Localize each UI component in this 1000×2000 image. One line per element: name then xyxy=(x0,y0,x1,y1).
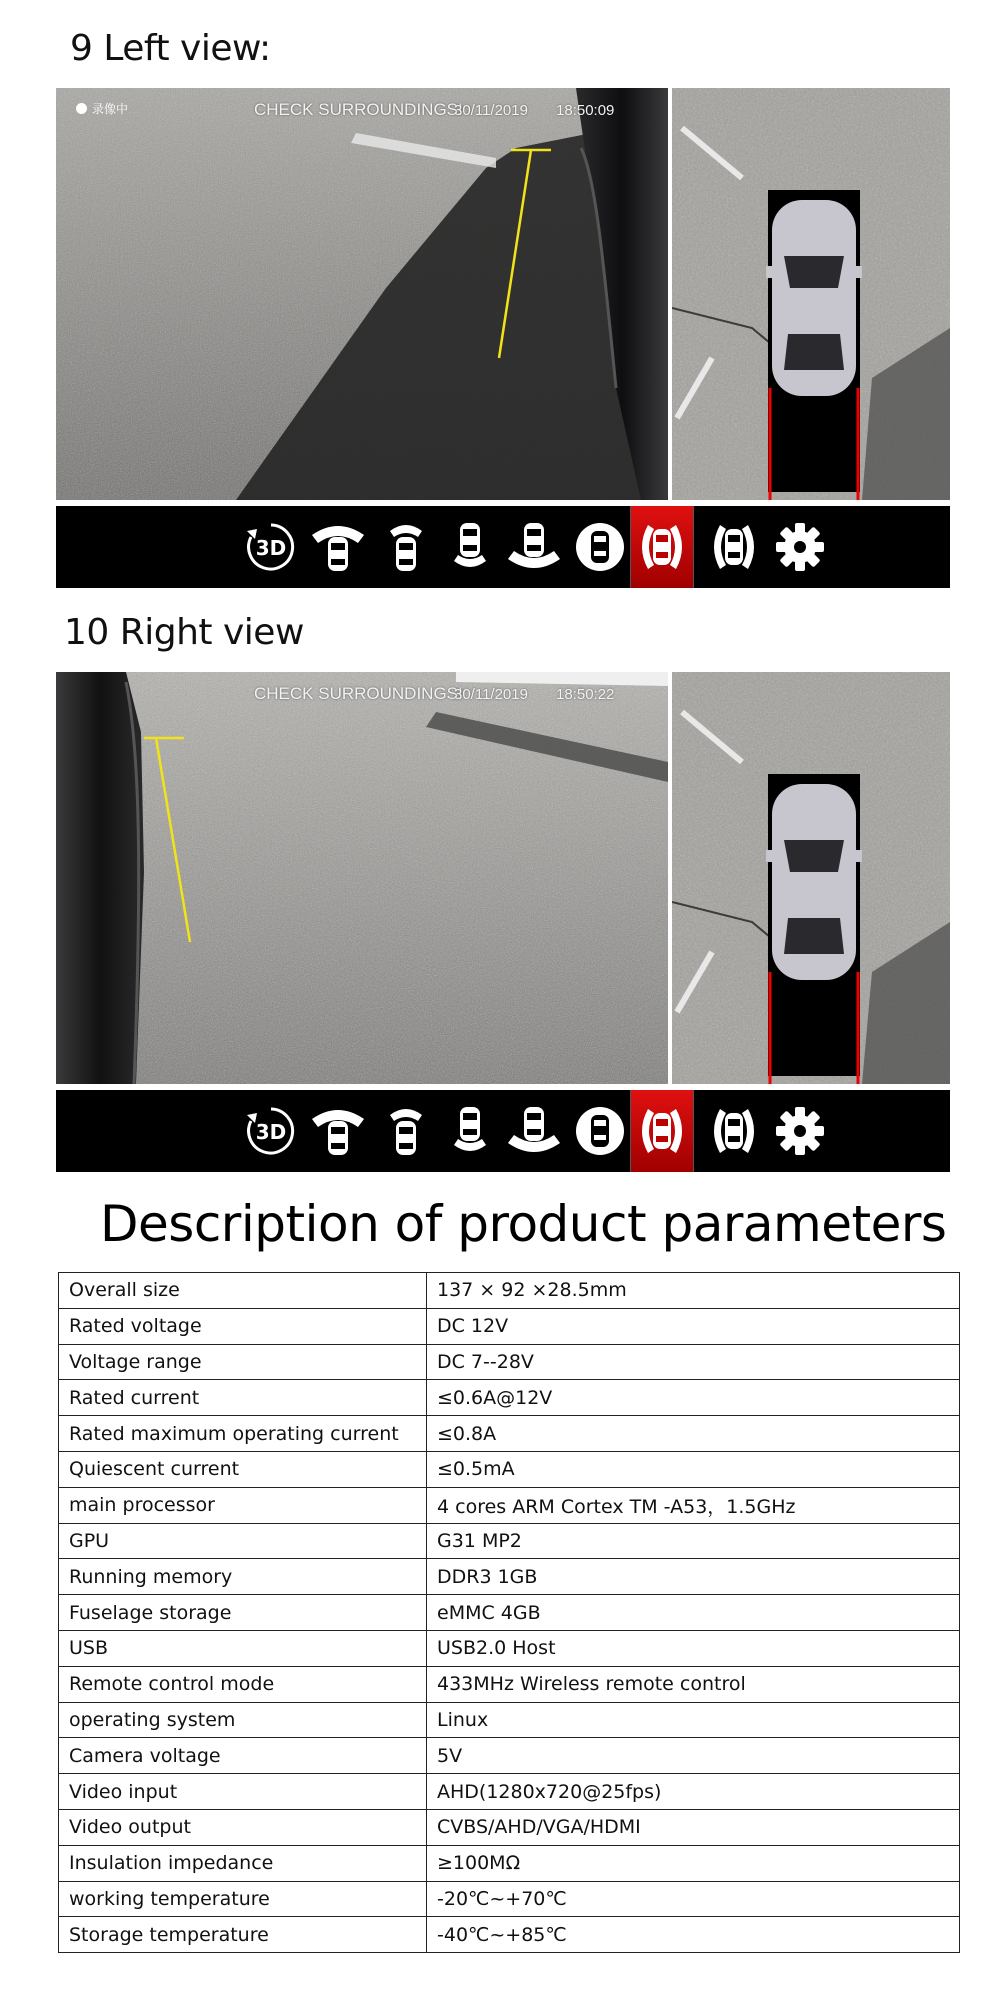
camera-feed-left xyxy=(56,88,668,500)
all-around-view-button[interactable] xyxy=(568,1090,632,1172)
spec-key: Insulation impedance xyxy=(59,1845,427,1881)
front-view-button[interactable] xyxy=(374,1090,438,1172)
all-around-view-button[interactable] xyxy=(568,506,632,588)
rear-view-button[interactable] xyxy=(438,506,502,588)
right-view-panel xyxy=(56,672,950,1172)
table-row xyxy=(59,1344,960,1380)
spec-value: CVBS/AHD/VGA/HDMI xyxy=(427,1809,960,1845)
table-row xyxy=(59,1451,960,1487)
table-row xyxy=(59,1809,960,1845)
left-side-view-button[interactable] xyxy=(630,1090,694,1172)
3d-view-button[interactable] xyxy=(239,506,303,588)
rear-wide-view-button[interactable] xyxy=(502,1090,566,1172)
table-row xyxy=(59,1487,960,1523)
spec-value: -20℃~+70℃ xyxy=(427,1881,960,1917)
front-wide-view-button[interactable] xyxy=(306,506,370,588)
spec-key: main processor xyxy=(59,1487,427,1523)
spec-value: DC 7--28V xyxy=(427,1344,960,1380)
spec-key: Fuselage storage xyxy=(59,1595,427,1631)
date-text: 30/11/2019 xyxy=(454,686,528,703)
warning-text: CHECK SURROUNDINGS! xyxy=(254,100,463,119)
spec-key: Video input xyxy=(59,1774,427,1810)
table-row xyxy=(59,1630,960,1666)
table-row xyxy=(59,1881,960,1917)
table-row xyxy=(59,1523,960,1559)
gear-icon xyxy=(774,521,826,573)
front-view-button[interactable] xyxy=(374,506,438,588)
3d-label: 3D xyxy=(255,536,287,560)
spec-value: Linux xyxy=(427,1702,960,1738)
gear-icon xyxy=(774,1105,826,1157)
spec-value: USB2.0 Host xyxy=(427,1630,960,1666)
spec-key: Rated current xyxy=(59,1380,427,1416)
camera-feed-right xyxy=(56,672,668,1084)
time-text: 18:50:09 xyxy=(556,102,615,119)
spec-key: USB xyxy=(59,1630,427,1666)
spec-value: 5V xyxy=(427,1738,960,1774)
time-text: 18:50:22 xyxy=(556,686,615,703)
table-row xyxy=(59,1273,960,1309)
spec-value: AHD(1280x720@25fps) xyxy=(427,1774,960,1810)
table-row xyxy=(59,1917,960,1953)
3d-rotate-icon xyxy=(243,1103,299,1159)
car-rear-wide-icon xyxy=(504,519,564,575)
rear-view-button[interactable] xyxy=(438,1090,502,1172)
car-rear-icon xyxy=(446,1103,494,1159)
date-text: 30/11/2019 xyxy=(454,102,528,119)
right-side-view-button[interactable] xyxy=(702,506,766,588)
spec-key: Quiescent current xyxy=(59,1451,427,1487)
spec-value: 137 × 92 ×28.5mm xyxy=(427,1273,960,1309)
table-row xyxy=(59,1702,960,1738)
spec-key: operating system xyxy=(59,1702,427,1738)
right-view-title: 10 Right view xyxy=(64,612,304,653)
table-row xyxy=(59,1738,960,1774)
spec-key: Running memory xyxy=(59,1559,427,1595)
left-side-view-button[interactable] xyxy=(630,506,694,588)
spec-value: ≥100MΩ xyxy=(427,1845,960,1881)
car-front-icon xyxy=(382,1103,430,1159)
record-dot-icon xyxy=(76,103,87,114)
left-view-title: 9 Left view: xyxy=(70,28,271,69)
car-rear-wide-icon xyxy=(504,1103,564,1159)
spec-heading: Description of product parameters xyxy=(100,1195,947,1253)
spec-value: ≤0.8A xyxy=(427,1416,960,1452)
car-left-icon xyxy=(634,519,690,575)
spec-table xyxy=(58,1272,960,1953)
car-rear-icon xyxy=(446,519,494,575)
table-row xyxy=(59,1380,960,1416)
birdseye-view-right xyxy=(672,672,950,1084)
car-around-icon xyxy=(572,519,628,575)
car-around-icon xyxy=(572,1103,628,1159)
spec-value: eMMC 4GB xyxy=(427,1595,960,1631)
spec-value: DC 12V xyxy=(427,1308,960,1344)
spec-value: ≤0.5mA xyxy=(427,1451,960,1487)
spec-value: G31 MP2 xyxy=(427,1523,960,1559)
3d-view-button[interactable] xyxy=(239,1090,303,1172)
car-front-icon xyxy=(382,519,430,575)
spec-key: GPU xyxy=(59,1523,427,1559)
settings-button[interactable] xyxy=(768,1090,832,1172)
view-toolbar xyxy=(56,1090,950,1172)
3d-rotate-icon xyxy=(243,519,299,575)
spec-key: Rated voltage xyxy=(59,1308,427,1344)
table-row xyxy=(59,1595,960,1631)
spec-key: Voltage range xyxy=(59,1344,427,1380)
3d-label: 3D xyxy=(255,1120,287,1144)
table-row xyxy=(59,1416,960,1452)
table-row xyxy=(59,1666,960,1702)
spec-value: -40℃~+85℃ xyxy=(427,1917,960,1953)
spec-key: Remote control mode xyxy=(59,1666,427,1702)
right-side-view-button[interactable] xyxy=(702,1090,766,1172)
table-row xyxy=(59,1308,960,1344)
spec-value: DDR3 1GB xyxy=(427,1559,960,1595)
spec-key: Video output xyxy=(59,1809,427,1845)
rear-wide-view-button[interactable] xyxy=(502,506,566,588)
spec-value: 4 cores ARM Cortex TM -A53，1.5GHz xyxy=(427,1487,960,1523)
car-front-wide-icon xyxy=(308,1103,368,1159)
settings-button[interactable] xyxy=(768,506,832,588)
spec-key: Camera voltage xyxy=(59,1738,427,1774)
table-row xyxy=(59,1774,960,1810)
recording-indicator xyxy=(76,100,128,117)
spec-value: 433MHz Wireless remote control xyxy=(427,1666,960,1702)
spec-key: Rated maximum operating current xyxy=(59,1416,427,1452)
spec-key: Overall size xyxy=(59,1273,427,1309)
car-right-icon xyxy=(706,519,762,575)
spec-key: Storage temperature xyxy=(59,1917,427,1953)
spec-value: ≤0.6A@12V xyxy=(427,1380,960,1416)
front-wide-view-button[interactable] xyxy=(306,1090,370,1172)
record-label: 录像中 xyxy=(92,102,129,116)
table-row xyxy=(59,1559,960,1595)
car-left-icon xyxy=(634,1103,690,1159)
spec-key: working temperature xyxy=(59,1881,427,1917)
table-row xyxy=(59,1845,960,1881)
car-front-wide-icon xyxy=(308,519,368,575)
left-view-panel xyxy=(56,88,950,588)
car-right-icon xyxy=(706,1103,762,1159)
birdseye-view-left xyxy=(672,88,950,500)
view-toolbar xyxy=(56,506,950,588)
warning-text: CHECK SURROUNDINGS! xyxy=(254,684,463,703)
